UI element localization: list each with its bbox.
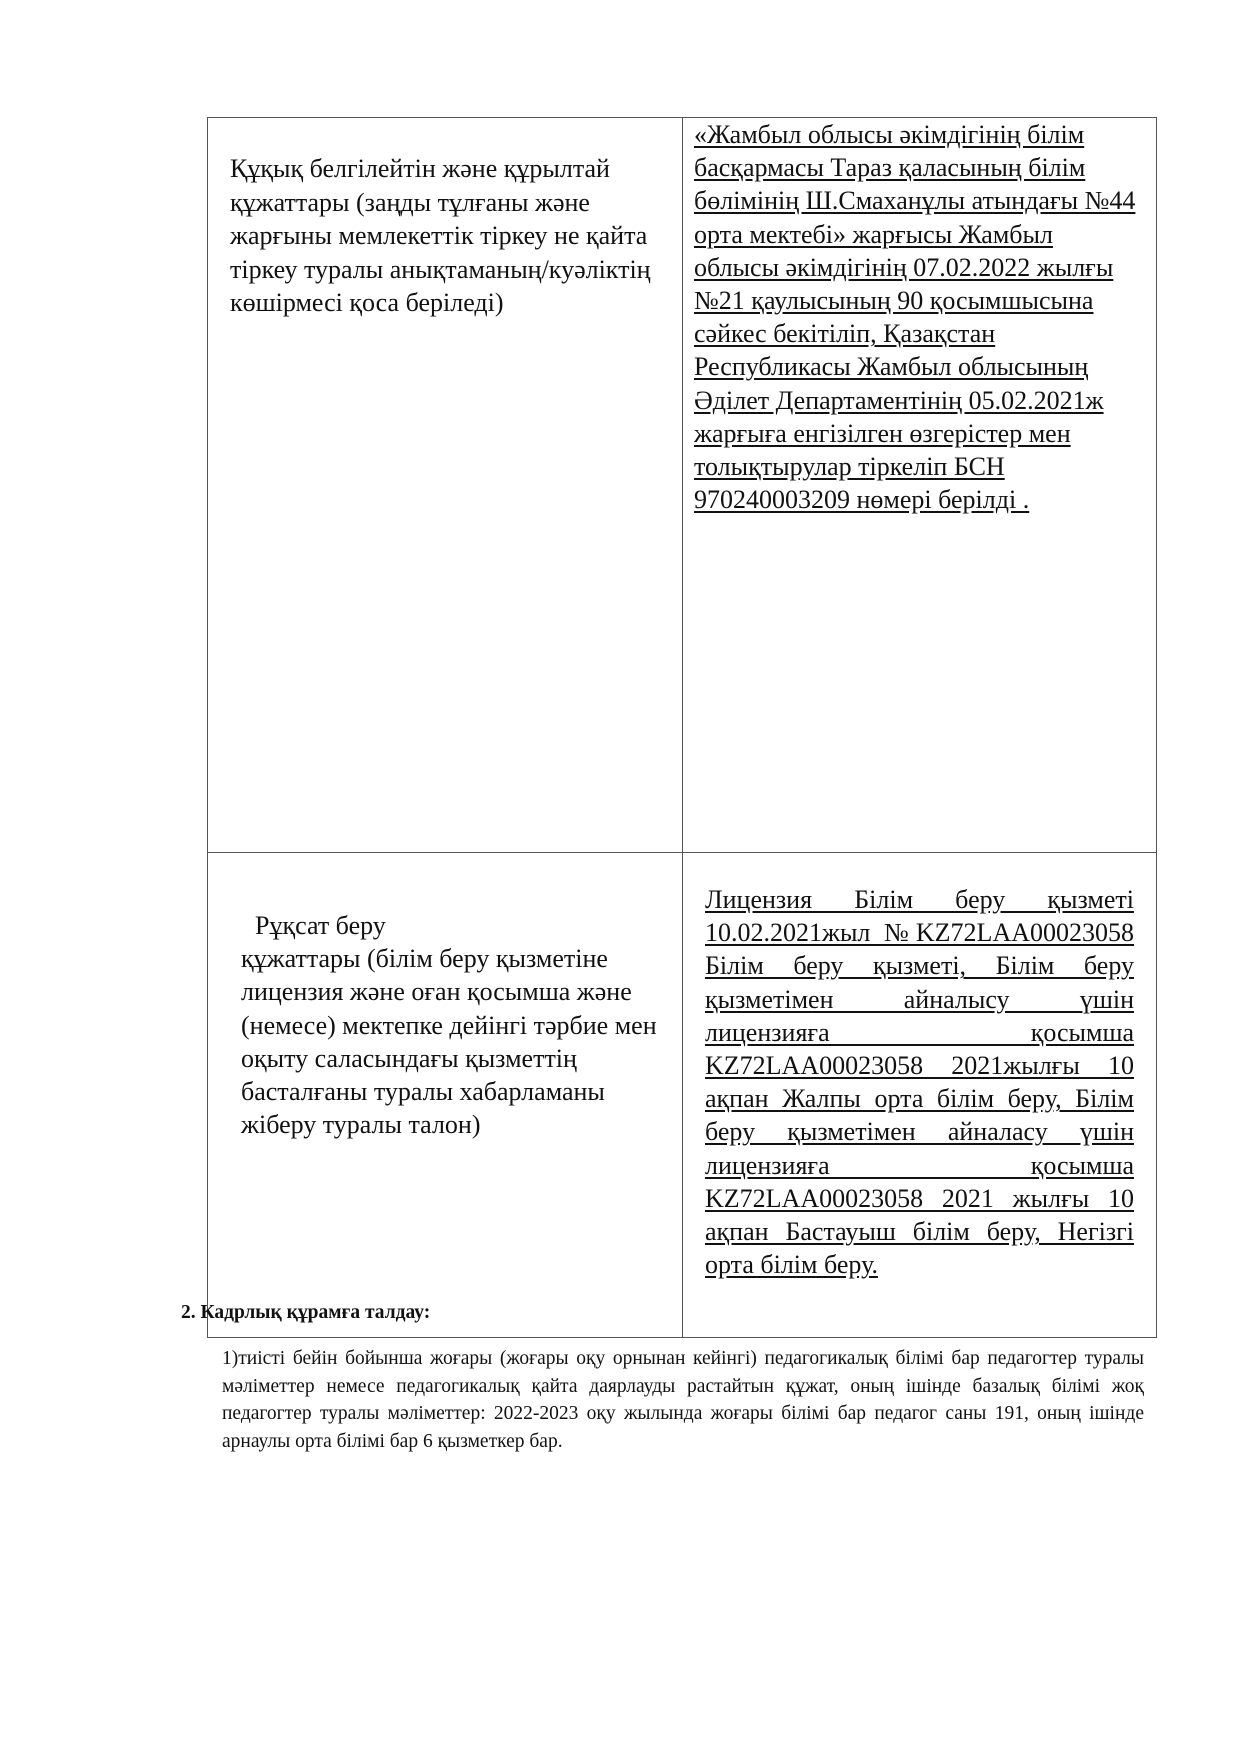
row1-value-cell	[683, 118, 1157, 853]
table-row	[208, 118, 1157, 853]
row2-label-cell	[208, 853, 683, 1338]
row2-value-cell	[683, 853, 1157, 1338]
row1-value: «Жамбыл облысы әкімдігінің білім басқармасы Тараз қаласының білім бөлімінің Ш.Смаханұлы атындағы №44 орта мектебі» жарғысы Жамбыл облысы әкімдігінің 07.02.2022 жылғы №21 қаулысының 90 қосымшысына сәйкес бекітіліп, Қазақстан Республикасы Жамбыл облысының Әділет Департаментінің 05.02.2021ж жарғыға енгізілген өзгерістер мен толықтырулар тіркеліп БСН 970240003209 нөмері берілді .	[694, 120, 1136, 515]
row2-value: Лицензия Білім беру қызметі 10.02.2021жыл №KZ72LAA00023058 Білім беру қызметі, Білім беру қызметімен айналысу үшін лицензияға қосымша KZ72LAA00023058 2021жылғы 10 ақпан Жалпы орта білім беру, Білім беру қызметімен айналасу үшін лицензияға қосымша KZ72LAA00023058 2021 жылғы 10 ақпан Бастауыш білім беру, Негізгі орта білім беру.	[705, 885, 1134, 1280]
documents-table	[207, 117, 1157, 1338]
row2-label-first-line: Рұқсат беру	[255, 911, 386, 940]
row2-label: құжаттары (білім беру қызметіне лицензия және оған қосымша және (немесе) мектепке дейінгі тәрбие мен оқыту саласындағы қызметтің басталғаны туралы хабарламаны жіберу туралы талон)	[241, 944, 657, 1140]
section-paragraph: 1)тиісті бейін бойынша жоғары (жоғары оқу орнынан кейінгі) педагогикалық білімі бар педагогтер туралы мәліметтер немесе педагогикалық қайта даярлауды растайтын құжат, оның ішінде базалық білімі жоқ педагогтер туралы мәліметтер: 2022-2023 оқу жылында жоғары білімі бар педагог саны 191, оның ішінде арнаулы орта білімі бар 6 қызметкер бар.	[222, 1348, 1144, 1452]
section-heading: 2. Кадрлық құрамға талдау:	[181, 1302, 431, 1323]
row1-label: Құқық белгілейтін және құрылтай құжаттары (заңды тұлғаны және жарғыны мемлекеттік тіркеу не қайта тіркеу туралы анықтаманың/куәліктің көшірмесі қоса беріледі)	[230, 154, 651, 317]
table-row	[208, 853, 1157, 1338]
row1-label-cell	[208, 118, 683, 853]
